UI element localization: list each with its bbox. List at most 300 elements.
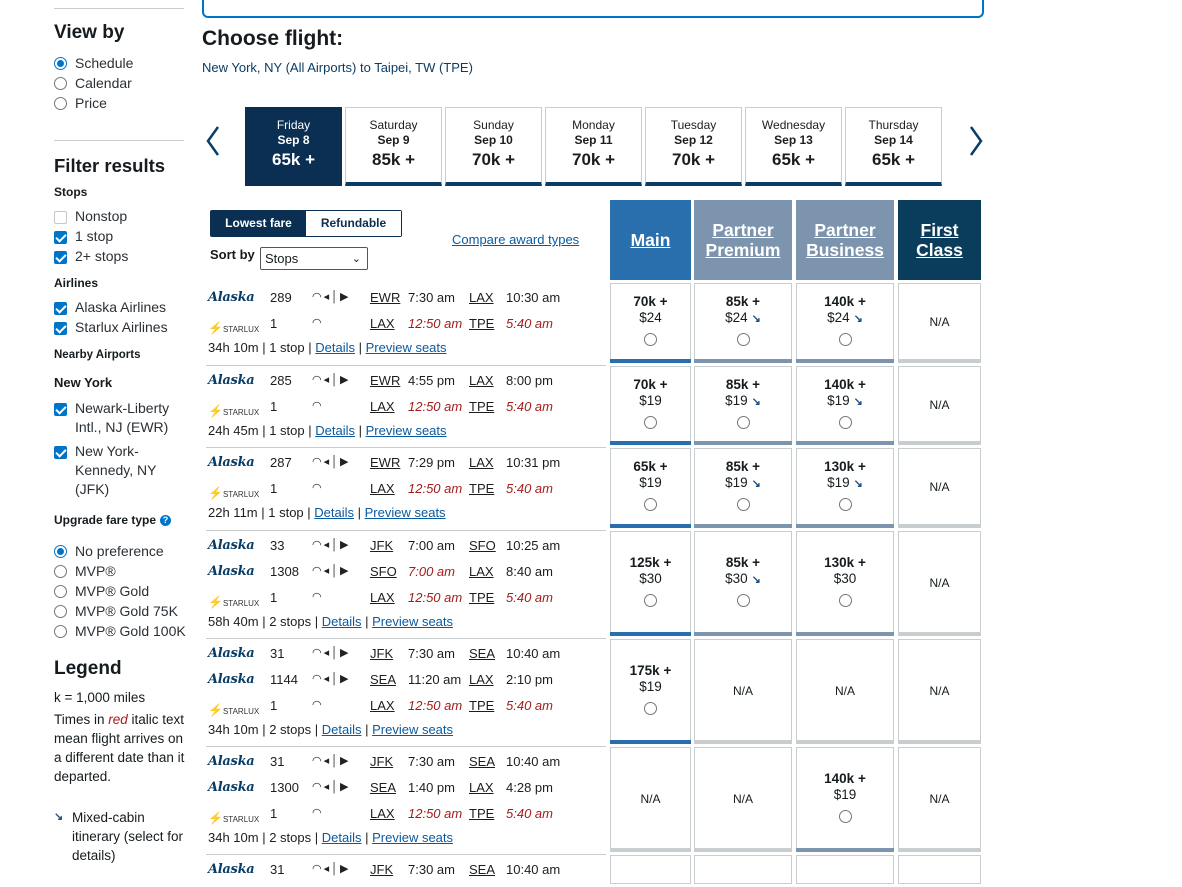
arrival-time: 5:40 am: [506, 698, 553, 713]
wifi-icon: ◠: [312, 647, 324, 659]
power-icon: ◂│: [323, 781, 341, 793]
wifi-icon: ◠: [312, 317, 324, 329]
starlux-emblem-icon: ⚡: [208, 595, 223, 609]
checkbox-icon[interactable]: [54, 251, 67, 264]
fare-taxes: $30: [833, 570, 857, 586]
separator: |: [361, 830, 373, 845]
mixed-cabin-icon: ↘: [853, 478, 863, 490]
separator: |: [257, 505, 269, 520]
fare-radio[interactable]: [839, 333, 852, 346]
fare-radio[interactable]: [644, 498, 657, 511]
separator: |: [354, 340, 366, 355]
wifi-icon: ◠: [312, 456, 324, 468]
fare-cell-bar: [898, 441, 981, 445]
origin-airport[interactable]: SFO: [370, 564, 397, 579]
fare-cell-main[interactable]: [610, 283, 691, 363]
destination-airport[interactable]: LAX: [469, 672, 494, 687]
fare-cell-bar: [898, 359, 981, 363]
fare-cell-bar: [796, 359, 894, 363]
fare-radio[interactable]: [737, 594, 750, 607]
sidebar-divider: [54, 8, 184, 9]
starlux-emblem-icon: ⚡: [208, 321, 223, 335]
fare-cell-main[interactable]: [610, 448, 691, 528]
date-card-day: Wednesday: [761, 118, 826, 132]
arrival-time: 5:40 am: [506, 481, 553, 496]
airline-alaska-option[interactable]: Alaska Airlines: [54, 298, 166, 317]
fare-miles: 85k +: [725, 294, 761, 309]
fare-cell-bar: [796, 848, 894, 852]
airline-starlux-option[interactable]: Starlux Airlines: [54, 318, 168, 337]
fare-taxes: $24 ↘: [725, 310, 761, 325]
fare-miles: 175k +: [629, 662, 672, 678]
arrival-time: 5:40 am: [506, 316, 553, 331]
wifi-icon: ◠: [312, 863, 324, 875]
route-subtitle: New York, NY (All Airports) to Taipei, TW (TPE): [202, 60, 473, 75]
date-card-day: Friday: [276, 118, 311, 132]
origin-airport[interactable]: LAX: [370, 316, 395, 331]
fare-content: [797, 555, 893, 607]
legend-title: Legend: [54, 658, 122, 679]
destination-airport[interactable]: TPE: [469, 481, 495, 496]
separator: |: [311, 722, 322, 737]
alaska-logo: Alaska: [208, 538, 255, 553]
alaska-logo: Alaska: [208, 780, 255, 795]
compare-award-types-link[interactable]: Compare award types: [452, 232, 580, 247]
date-card-5[interactable]: [745, 107, 842, 186]
departure-time: 7:30 am: [408, 754, 455, 769]
destination-airport[interactable]: LAX: [469, 373, 494, 388]
origin-airport[interactable]: JFK: [370, 646, 394, 661]
flight-number: 1: [270, 399, 278, 414]
arrival-time: 5:40 am: [506, 806, 553, 821]
fare-cell-bar: [610, 740, 691, 744]
fare-radio[interactable]: [839, 594, 852, 607]
row-separator: [206, 365, 606, 366]
starlux-emblem-icon: ⚡: [208, 486, 223, 500]
date-card-date: Sep 8: [277, 133, 310, 147]
alaska-logo: Alaska: [208, 672, 255, 687]
tv-icon: ▶: [340, 291, 351, 303]
date-card-price: 70k +: [671, 150, 715, 169]
fare-cell-partner-business[interactable]: [796, 531, 894, 636]
date-card-1[interactable]: [345, 107, 442, 186]
fare-cell-bar: [694, 359, 792, 363]
amenity-icons: [312, 455, 350, 468]
fare-taxes: $30 ↘: [725, 570, 761, 586]
date-card-day: Saturday: [369, 118, 418, 132]
destination-airport[interactable]: TPE: [469, 399, 495, 414]
fare-miles: 70k +: [633, 294, 668, 309]
upgrade-mvp-option[interactable]: MVP®: [54, 562, 116, 581]
amenity-icons: [312, 754, 350, 767]
separator: |: [258, 614, 270, 629]
origin-airport[interactable]: LAX: [370, 698, 395, 713]
origin-airport[interactable]: EWR: [370, 373, 401, 388]
sort-by-select[interactable]: Stops ⌄: [260, 247, 368, 270]
alaska-logo: Alaska: [208, 646, 255, 661]
fare-type-toggle: [210, 210, 402, 237]
wifi-icon: ◠: [312, 482, 324, 494]
fare-content: [797, 294, 893, 346]
amenity-icons: [312, 316, 324, 329]
stops-1-stop-option[interactable]: 1 stop: [54, 227, 113, 246]
separator: |: [258, 830, 270, 845]
stops-filter-title: Stops: [54, 185, 88, 199]
departure-time: 4:55 pm: [408, 373, 455, 388]
starlux-logo: [208, 703, 259, 717]
fare-radio[interactable]: [644, 702, 657, 715]
fare-cell-main[interactable]: [610, 531, 691, 636]
amenity-icons: [312, 538, 350, 551]
fare-taxes: $19: [833, 786, 857, 802]
fare-cell-partner-premium[interactable]: [694, 283, 792, 363]
arrival-time: 5:40 am: [506, 399, 553, 414]
stops-count: 1 stop: [269, 423, 305, 438]
fare-taxes: $24: [639, 310, 662, 325]
fare-cell-bar: [898, 848, 981, 852]
fare-content: [797, 771, 893, 823]
not-available-label: N/A: [929, 683, 950, 698]
fare-cell-partner-business[interactable]: [796, 747, 894, 852]
departure-time: 11:20 am: [408, 672, 462, 687]
destination-airport[interactable]: TPE: [469, 316, 495, 331]
prev-dates-arrow-icon[interactable]: [205, 124, 221, 158]
flight-summary: [208, 722, 453, 737]
amenity-icons: [312, 590, 324, 603]
destination-airport[interactable]: SEA: [469, 754, 496, 769]
radio-icon[interactable]: [54, 625, 67, 638]
date-card-4[interactable]: [645, 107, 742, 186]
separator: |: [303, 505, 315, 520]
not-available-label: N/A: [834, 683, 855, 698]
arrival-time: 10:40 am: [506, 862, 561, 877]
separator: |: [258, 423, 270, 438]
fare-radio[interactable]: [644, 594, 657, 607]
date-card-day: Monday: [572, 118, 615, 132]
legend-times-text: Times in red italic text mean flight arrives on a different date than it departed.: [54, 712, 185, 784]
origin-airport[interactable]: LAX: [370, 806, 395, 821]
flight-number: 1: [270, 590, 278, 605]
origin-airport[interactable]: LAX: [370, 481, 395, 496]
fare-content: [611, 294, 690, 346]
fare-content: [695, 555, 791, 607]
checkbox-icon[interactable]: [54, 211, 67, 224]
fare-miles: 140k +: [824, 294, 866, 309]
origin-airport[interactable]: EWR: [370, 455, 401, 470]
duration: 34h 10m: [208, 722, 259, 737]
departure-time: 1:40 pm: [408, 780, 455, 795]
row-separator: [206, 530, 606, 531]
chevron-down-icon: ⌄: [351, 253, 361, 265]
fare-cell-partner-premium[interactable]: [694, 366, 792, 445]
row-separator: [206, 447, 606, 448]
origin-airport[interactable]: EWR: [370, 290, 401, 305]
origin-airport[interactable]: LAX: [370, 399, 395, 414]
destination-airport[interactable]: TPE: [469, 590, 495, 605]
fare-radio[interactable]: [737, 416, 750, 429]
alaska-logo: Alaska: [208, 290, 255, 305]
fare-cell-bar: [610, 359, 691, 363]
fare-cell-partner-premium[interactable]: [694, 448, 792, 528]
view-by-calendar-option[interactable]: Calendar: [54, 74, 132, 93]
fare-cell-first-class: [898, 855, 981, 884]
origin-airport[interactable]: SEA: [370, 672, 397, 687]
lowest-fare-tab[interactable]: Lowest fare: [211, 211, 306, 236]
amenity-icons: [312, 646, 350, 659]
destination-airport[interactable]: LAX: [469, 564, 494, 579]
details-link[interactable]: Details: [321, 830, 362, 845]
date-card-2[interactable]: [445, 107, 542, 186]
wifi-icon: ◠: [312, 539, 324, 551]
legend-k-line: k = 1,000 miles: [54, 690, 146, 705]
page-title: Choose flight:: [202, 27, 344, 50]
power-icon: ◂│: [323, 374, 341, 386]
details-link[interactable]: Details: [314, 505, 355, 520]
destination-airport[interactable]: TPE: [469, 806, 495, 821]
flight-number: 1: [270, 698, 278, 713]
date-card-6[interactable]: [845, 107, 942, 186]
not-available-label: N/A: [929, 575, 950, 590]
next-dates-arrow-icon[interactable]: [968, 124, 984, 158]
details-link[interactable]: Details: [321, 722, 362, 737]
fare-miles: 70k +: [633, 376, 668, 392]
details-link[interactable]: Details: [321, 614, 362, 629]
destination-airport[interactable]: SEA: [469, 646, 496, 661]
radio-icon[interactable]: [54, 77, 67, 90]
preview-seats-link[interactable]: Preview seats: [372, 614, 454, 629]
checkbox-icon[interactable]: [54, 446, 67, 459]
fare-taxes: $19: [639, 475, 662, 490]
origin-airport[interactable]: JFK: [370, 754, 394, 769]
starlux-wordmark: STARLUX: [222, 599, 260, 608]
origin-airport[interactable]: JFK: [370, 538, 394, 553]
fare-cell-partner-premium: [694, 855, 792, 884]
date-card-day: Sunday: [473, 118, 514, 132]
departure-time: 7:30 am: [408, 290, 455, 305]
stops-nonstop-option[interactable]: Nonstop: [54, 207, 127, 226]
upgrade-mvp-gold-100k-option[interactable]: MVP® Gold 100K: [54, 622, 186, 641]
separator: |: [258, 722, 270, 737]
airport-ewr-option[interactable]: Newark-Liberty Intl., NJ (EWR): [54, 399, 184, 437]
destination-airport[interactable]: LAX: [469, 780, 494, 795]
wifi-icon: ◠: [312, 591, 324, 603]
stops-count: 1 stop: [269, 340, 305, 355]
departure-time: 7:00 am: [408, 538, 455, 553]
fare-cell-partner-business[interactable]: [796, 283, 894, 363]
row-separator: [206, 854, 606, 855]
fare-cell-partner-business[interactable]: [796, 448, 894, 528]
duration: 24h 45m: [208, 423, 259, 438]
duration: 34h 10m: [208, 830, 259, 845]
origin-airport[interactable]: LAX: [370, 590, 395, 605]
wifi-icon: ◠: [312, 400, 324, 412]
fare-content: [611, 459, 690, 511]
power-icon: ◂│: [323, 456, 341, 468]
upgrade-mvp-gold-75k-option[interactable]: MVP® Gold 75K: [54, 602, 178, 621]
fare-radio[interactable]: [839, 416, 852, 429]
amenity-icons: [312, 806, 324, 819]
fare-radio[interactable]: [737, 333, 750, 346]
destination-airport[interactable]: TPE: [469, 698, 495, 713]
arrival-time: 4:28 pm: [506, 780, 553, 795]
not-available-label: N/A: [929, 315, 950, 329]
starlux-emblem-icon: ⚡: [208, 811, 223, 825]
separator: |: [304, 340, 316, 355]
radio-icon[interactable]: [54, 585, 67, 598]
preview-seats-link[interactable]: Preview seats: [364, 505, 446, 520]
flight-number: 1300: [270, 780, 299, 795]
flight-number: 1144: [270, 672, 298, 687]
radio-icon[interactable]: [54, 57, 67, 70]
fare-cell-first-class: [898, 366, 981, 445]
checkbox-icon[interactable]: [54, 302, 67, 315]
stops-count: 2 stops: [269, 614, 312, 629]
fare-cell-first-class: [898, 531, 981, 636]
fare-radio[interactable]: [839, 498, 852, 511]
fare-cell-partner-business: [796, 639, 894, 744]
tv-icon: ▶: [340, 755, 351, 767]
departure-time: 12:50 am: [408, 481, 463, 496]
fare-cell-bar: [694, 632, 792, 636]
power-icon: ◂│: [323, 673, 341, 685]
alaska-logo: Alaska: [208, 564, 255, 579]
alaska-logo: Alaska: [208, 754, 255, 769]
power-icon: ◂│: [323, 539, 341, 551]
wifi-icon: ◠: [312, 807, 324, 819]
fare-content: [611, 555, 690, 607]
fare-cell-partner-premium[interactable]: [694, 531, 792, 636]
view-by-schedule-option[interactable]: Schedule: [54, 54, 133, 73]
destination-airport[interactable]: SEA: [469, 862, 496, 877]
tv-icon: ▶: [340, 673, 351, 685]
separator: |: [354, 423, 366, 438]
wifi-icon: ◠: [312, 755, 324, 767]
fare-cell-bar: [610, 632, 691, 636]
origin-airport[interactable]: SEA: [370, 780, 397, 795]
airport-jfk-option[interactable]: New York-Kennedy, NY (JFK): [54, 442, 174, 499]
date-card-price: 70k +: [571, 150, 615, 169]
date-card-day: Thursday: [868, 118, 919, 132]
flight-number: 1: [270, 316, 278, 331]
fare-cell-partner-premium: [694, 747, 792, 852]
duration: 22h 11m: [208, 505, 258, 520]
checkbox-icon[interactable]: [54, 322, 67, 335]
departure-time: 7:29 pm: [408, 455, 455, 470]
separator: |: [258, 340, 270, 355]
not-available-label: N/A: [640, 791, 661, 806]
tv-icon: ▶: [340, 456, 351, 468]
flight-number: 289: [270, 290, 292, 305]
fare-miles: 130k +: [824, 554, 866, 570]
starlux-wordmark: STARLUX: [222, 490, 260, 499]
stops-2plus-option[interactable]: 2+ stops: [54, 247, 128, 266]
refundable-tab[interactable]: Refundable: [306, 211, 401, 236]
stops-count: 1 stop: [268, 505, 304, 520]
fare-cell-main[interactable]: [610, 366, 691, 445]
amenity-icons: [312, 481, 324, 494]
fare-cell-partner-business[interactable]: [796, 366, 894, 445]
mixed-cabin-icon: ↘: [853, 313, 863, 325]
fare-content: [695, 294, 791, 346]
date-card-price: 65k +: [271, 150, 315, 169]
tv-icon: ▶: [340, 539, 351, 551]
destination-airport[interactable]: SFO: [469, 538, 496, 553]
mixed-cabin-icon: ↘: [751, 313, 761, 325]
column-header-main[interactable]: Main: [610, 200, 691, 280]
amenity-icons: [312, 780, 350, 793]
airlines-filter-title: Airlines: [54, 276, 99, 290]
checkbox-icon[interactable]: [54, 403, 67, 416]
details-link[interactable]: Details: [315, 340, 355, 355]
column-header-partner-premium[interactable]: Partner Premium: [694, 200, 792, 280]
column-header-partner-business[interactable]: Partner Business: [796, 200, 894, 280]
radio-icon[interactable]: [54, 97, 67, 110]
amenity-icons: [312, 698, 324, 711]
destination-airport[interactable]: LAX: [469, 455, 494, 470]
fare-radio[interactable]: [839, 810, 852, 823]
preview-seats-link[interactable]: Preview seats: [372, 722, 454, 737]
fare-cell-main: [610, 747, 691, 852]
fare-radio[interactable]: [644, 416, 657, 429]
flight-number: 287: [270, 455, 292, 470]
fare-cell-first-class: [898, 639, 981, 744]
arrival-time: 10:25 am: [506, 538, 561, 553]
flight-summary: [208, 505, 446, 520]
upgrade-mvp-gold-option[interactable]: MVP® Gold: [54, 582, 149, 601]
wifi-icon: ◠: [312, 374, 324, 386]
origin-airport[interactable]: JFK: [370, 862, 394, 877]
destination-airport[interactable]: LAX: [469, 290, 494, 305]
column-header-first-class[interactable]: First Class: [898, 200, 981, 280]
radio-icon[interactable]: [54, 545, 67, 558]
fare-taxes: $19: [639, 678, 662, 694]
fare-cell-main[interactable]: [610, 639, 691, 744]
starlux-wordmark: STARLUX: [222, 325, 260, 334]
mixed-cabin-icon: ↘: [54, 811, 64, 823]
amenity-icons: [312, 564, 350, 577]
radio-icon[interactable]: [54, 605, 67, 618]
date-card-price: 65k +: [771, 150, 815, 169]
help-icon[interactable]: ?: [160, 515, 171, 526]
fare-miles: 85k +: [725, 554, 761, 570]
departure-time: 7:00 am: [408, 564, 455, 579]
power-icon: ◂│: [323, 755, 341, 767]
fare-taxes: $30: [639, 570, 662, 586]
fare-taxes: $19 ↘: [827, 392, 863, 408]
fare-cell-bar: [796, 632, 894, 636]
starlux-logo: [208, 321, 259, 335]
preview-seats-link[interactable]: Preview seats: [372, 830, 454, 845]
view-by-price-option[interactable]: Price: [54, 94, 107, 113]
preview-seats-link[interactable]: Preview seats: [365, 340, 447, 355]
fare-content: [611, 663, 690, 715]
alaska-logo: Alaska: [208, 862, 255, 877]
arrival-time: 10:31 pm: [506, 455, 561, 470]
radio-icon[interactable]: [54, 565, 67, 578]
details-link[interactable]: Details: [315, 423, 355, 438]
fare-radio[interactable]: [644, 333, 657, 346]
upgrade-no-preference-option[interactable]: No preference: [54, 542, 164, 561]
separator: |: [354, 505, 365, 520]
flight-number: 33: [270, 538, 285, 553]
preview-seats-link[interactable]: Preview seats: [365, 423, 447, 438]
checkbox-icon[interactable]: [54, 231, 67, 244]
date-card-3[interactable]: [545, 107, 642, 186]
date-card-0[interactable]: [245, 107, 342, 186]
fare-content: [797, 377, 893, 429]
fare-radio[interactable]: [737, 498, 750, 511]
starlux-logo: [208, 404, 259, 418]
